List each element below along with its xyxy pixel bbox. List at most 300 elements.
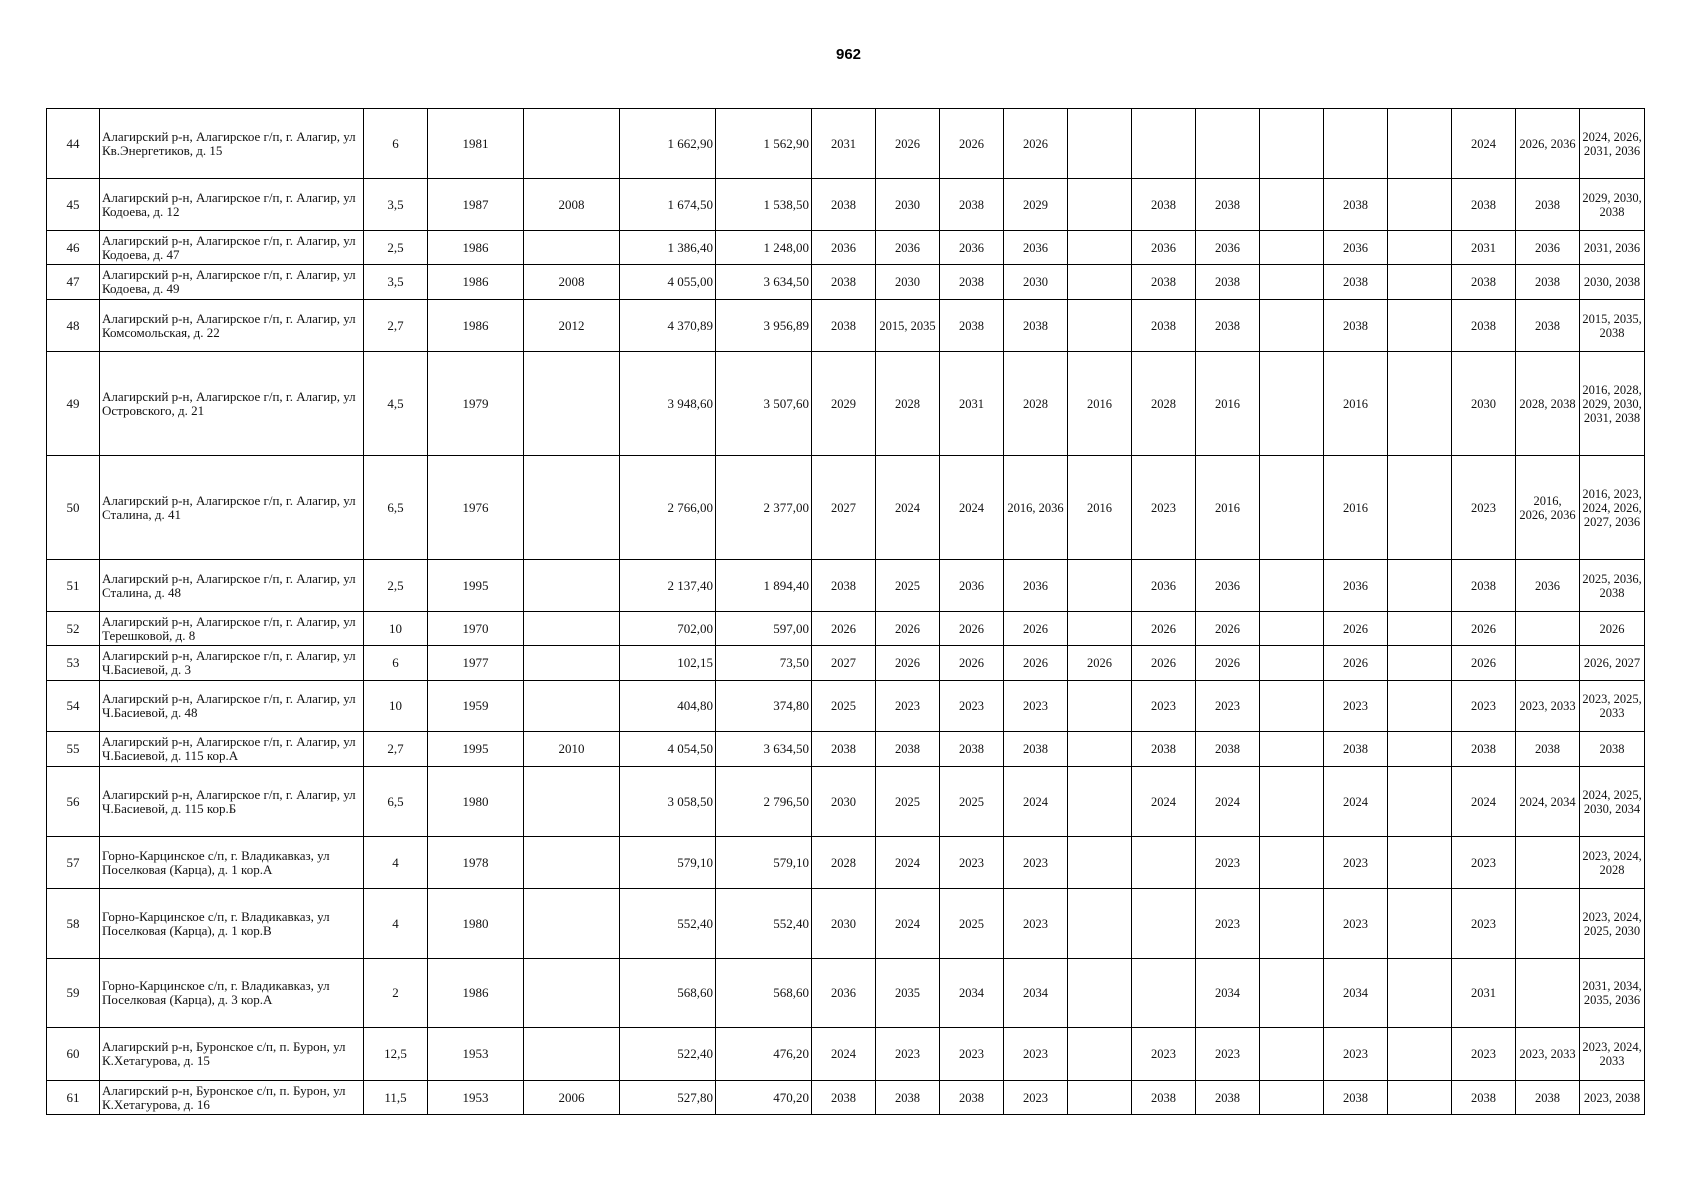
year-cell: 2025 <box>940 767 1004 837</box>
year-cell: 2028 <box>1132 352 1196 456</box>
year-built-cell: 1953 <box>428 1028 524 1081</box>
year-cell: 2025 <box>940 889 1004 959</box>
living-area-cell: 2 377,00 <box>716 456 812 560</box>
year-built-cell: 1977 <box>428 646 524 681</box>
floors-cell: 12,5 <box>364 1028 428 1081</box>
year-cell <box>1388 300 1452 352</box>
year-cell: 2031 <box>812 109 876 179</box>
year-renovated-cell <box>524 681 620 732</box>
year-cell: 2038 <box>1324 179 1388 231</box>
year-cell <box>1388 732 1452 767</box>
table-row <box>47 681 1645 732</box>
year-built-cell: 1995 <box>428 732 524 767</box>
year-cell <box>1068 681 1132 732</box>
year-cell <box>1388 265 1452 300</box>
year-built-cell: 1986 <box>428 300 524 352</box>
year-cell <box>1260 109 1324 179</box>
year-renovated-cell <box>524 889 620 959</box>
year-cell: 2038 <box>812 300 876 352</box>
table-row <box>47 767 1645 837</box>
living-area-cell: 2 796,50 <box>716 767 812 837</box>
year-cell: 2038 <box>940 1081 1004 1115</box>
year-cell: 2016, 2026, 2036 <box>1516 456 1580 560</box>
year-cell: 2023 <box>1452 681 1516 732</box>
year-cell: 2023 <box>876 681 940 732</box>
year-renovated-cell: 2008 <box>524 265 620 300</box>
year-cell: 2038 <box>812 179 876 231</box>
year-cell: 2026, 2036 <box>1516 109 1580 179</box>
floors-cell: 2,7 <box>364 300 428 352</box>
living-area-cell: 476,20 <box>716 1028 812 1081</box>
floors-cell: 6,5 <box>364 456 428 560</box>
year-cell: 2023 <box>1452 837 1516 889</box>
total-area-cell: 1 674,50 <box>620 179 716 231</box>
year-cell: 2015, 2035, 2038 <box>1580 300 1645 352</box>
year-cell <box>1260 456 1324 560</box>
year-renovated-cell: 2010 <box>524 732 620 767</box>
living-area-cell: 3 634,50 <box>716 265 812 300</box>
year-cell <box>1260 1028 1324 1081</box>
total-area-cell: 568,60 <box>620 959 716 1028</box>
row-number: 47 <box>47 265 100 300</box>
table-row <box>47 1081 1645 1115</box>
year-cell <box>1068 231 1132 265</box>
table-row <box>47 300 1645 352</box>
year-cell: 2023, 2024, 2025, 2030 <box>1580 889 1645 959</box>
floors-cell: 3,5 <box>364 179 428 231</box>
year-cell <box>1388 1081 1452 1115</box>
year-cell: 2038 <box>812 1081 876 1115</box>
row-number: 54 <box>47 681 100 732</box>
floors-cell: 11,5 <box>364 1081 428 1115</box>
year-cell: 2026 <box>1452 646 1516 681</box>
year-built-cell: 1976 <box>428 456 524 560</box>
year-cell: 2016 <box>1068 456 1132 560</box>
year-cell: 2038 <box>1516 179 1580 231</box>
row-number: 51 <box>47 560 100 612</box>
year-cell <box>1068 959 1132 1028</box>
year-cell: 2025 <box>876 767 940 837</box>
address-cell: Алагирский р-н, Алагирское г/п, г. Алагир, ул Сталина, д. 41 <box>100 456 364 560</box>
row-number: 56 <box>47 767 100 837</box>
total-area-cell: 404,80 <box>620 681 716 732</box>
year-cell <box>1068 265 1132 300</box>
year-cell: 2024 <box>1324 767 1388 837</box>
year-renovated-cell <box>524 612 620 646</box>
year-cell: 2016 <box>1068 352 1132 456</box>
row-number: 45 <box>47 179 100 231</box>
total-area-cell: 579,10 <box>620 837 716 889</box>
year-cell <box>1260 1081 1324 1115</box>
year-built-cell: 1986 <box>428 231 524 265</box>
year-cell: 2030 <box>876 179 940 231</box>
year-cell: 2016, 2023, 2024, 2026, 2027, 2036 <box>1580 456 1645 560</box>
living-area-cell: 568,60 <box>716 959 812 1028</box>
floors-cell: 10 <box>364 681 428 732</box>
living-area-cell: 1 894,40 <box>716 560 812 612</box>
year-cell: 2038 <box>1196 732 1260 767</box>
living-area-cell: 3 634,50 <box>716 732 812 767</box>
year-cell: 2023 <box>1196 1028 1260 1081</box>
year-cell: 2024 <box>1452 109 1516 179</box>
year-cell: 2023, 2033 <box>1516 1028 1580 1081</box>
address-cell: Алагирский р-н, Буронское с/п, п. Бурон, ул К.Хетагурова, д. 15 <box>100 1028 364 1081</box>
year-cell: 2023 <box>1324 681 1388 732</box>
year-cell: 2038 <box>876 1081 940 1115</box>
address-cell: Алагирский р-н, Алагирское г/п, г. Алагир, ул Островского, д. 21 <box>100 352 364 456</box>
total-area-cell: 527,80 <box>620 1081 716 1115</box>
year-cell: 2031 <box>1452 959 1516 1028</box>
year-cell: 2036 <box>1324 231 1388 265</box>
year-cell: 2028 <box>1004 352 1068 456</box>
floors-cell: 4 <box>364 889 428 959</box>
total-area-cell: 2 137,40 <box>620 560 716 612</box>
table-row <box>47 265 1645 300</box>
table-row <box>47 612 1645 646</box>
year-cell <box>1260 612 1324 646</box>
total-area-cell: 102,15 <box>620 646 716 681</box>
year-cell <box>1068 300 1132 352</box>
year-cell <box>1388 612 1452 646</box>
address-cell: Алагирский р-н, Алагирское г/п, г. Алагир, ул Ч.Басиевой, д. 115 кор.А <box>100 732 364 767</box>
row-number: 44 <box>47 109 100 179</box>
living-area-cell: 3 507,60 <box>716 352 812 456</box>
year-cell: 2029, 2030, 2038 <box>1580 179 1645 231</box>
living-area-cell: 597,00 <box>716 612 812 646</box>
total-area-cell: 702,00 <box>620 612 716 646</box>
floors-cell: 6 <box>364 109 428 179</box>
year-renovated-cell <box>524 109 620 179</box>
floors-cell: 3,5 <box>364 265 428 300</box>
year-built-cell: 1980 <box>428 889 524 959</box>
table-row <box>47 1028 1645 1081</box>
year-cell: 2038 <box>1004 300 1068 352</box>
year-cell: 2038 <box>1196 265 1260 300</box>
year-cell <box>1388 837 1452 889</box>
total-area-cell: 552,40 <box>620 889 716 959</box>
year-cell: 2025, 2036, 2038 <box>1580 560 1645 612</box>
year-cell: 2016 <box>1196 352 1260 456</box>
year-cell <box>1196 109 1260 179</box>
year-cell: 2036 <box>1516 560 1580 612</box>
year-cell: 2031 <box>1452 231 1516 265</box>
year-cell <box>1516 646 1580 681</box>
year-cell <box>1068 889 1132 959</box>
year-cell <box>1132 959 1196 1028</box>
total-area-cell: 1 662,90 <box>620 109 716 179</box>
year-cell: 2023 <box>1004 889 1068 959</box>
year-renovated-cell <box>524 231 620 265</box>
year-cell <box>1132 837 1196 889</box>
year-built-cell: 1986 <box>428 265 524 300</box>
year-cell: 2026 <box>940 109 1004 179</box>
year-cell: 2023 <box>940 837 1004 889</box>
living-area-cell: 3 956,89 <box>716 300 812 352</box>
year-renovated-cell <box>524 352 620 456</box>
year-cell: 2023, 2024, 2033 <box>1580 1028 1645 1081</box>
year-cell: 2023 <box>1324 889 1388 959</box>
year-cell: 2028 <box>876 352 940 456</box>
year-cell: 2026 <box>876 109 940 179</box>
year-cell: 2036 <box>1196 231 1260 265</box>
year-cell <box>1068 732 1132 767</box>
year-cell: 2036 <box>1132 231 1196 265</box>
year-cell: 2026 <box>1196 612 1260 646</box>
table-row <box>47 456 1645 560</box>
year-renovated-cell <box>524 456 620 560</box>
year-cell: 2016 <box>1324 352 1388 456</box>
table-row <box>47 732 1645 767</box>
row-number: 52 <box>47 612 100 646</box>
living-area-cell: 579,10 <box>716 837 812 889</box>
year-built-cell: 1959 <box>428 681 524 732</box>
year-cell: 2036 <box>1516 231 1580 265</box>
year-cell: 2023 <box>940 681 1004 732</box>
year-cell: 2029 <box>1004 179 1068 231</box>
total-area-cell: 4 054,50 <box>620 732 716 767</box>
total-area-cell: 2 766,00 <box>620 456 716 560</box>
floors-cell: 2,5 <box>364 231 428 265</box>
year-cell: 2023, 2038 <box>1580 1081 1645 1115</box>
year-cell: 2023 <box>1132 456 1196 560</box>
year-cell: 2024 <box>876 889 940 959</box>
year-cell <box>1516 959 1580 1028</box>
year-cell: 2023 <box>940 1028 1004 1081</box>
address-cell: Алагирский р-н, Алагирское г/п, г. Алагир, ул Кодоева, д. 47 <box>100 231 364 265</box>
year-cell: 2016, 2036 <box>1004 456 1068 560</box>
year-cell: 2038 <box>1580 732 1645 767</box>
year-cell: 2038 <box>1324 732 1388 767</box>
address-cell: Алагирский р-н, Алагирское г/п, г. Алагир, ул Ч.Басиевой, д. 3 <box>100 646 364 681</box>
year-cell: 2038 <box>1132 300 1196 352</box>
year-cell <box>1388 1028 1452 1081</box>
floors-cell: 2,7 <box>364 732 428 767</box>
row-number: 49 <box>47 352 100 456</box>
address-cell: Горно-Карцинское с/п, г. Владикавказ, ул Поселковая (Карца), д. 1 кор.А <box>100 837 364 889</box>
year-cell: 2023 <box>1132 681 1196 732</box>
year-cell <box>1388 767 1452 837</box>
row-number: 48 <box>47 300 100 352</box>
table-row <box>47 560 1645 612</box>
year-cell: 2026 <box>812 612 876 646</box>
row-number: 55 <box>47 732 100 767</box>
year-built-cell: 1979 <box>428 352 524 456</box>
year-cell <box>1068 560 1132 612</box>
year-cell <box>1260 179 1324 231</box>
year-cell: 2038 <box>940 300 1004 352</box>
total-area-cell: 1 386,40 <box>620 231 716 265</box>
year-cell: 2030 <box>812 767 876 837</box>
year-cell <box>1388 179 1452 231</box>
year-cell: 2023 <box>1004 681 1068 732</box>
year-cell <box>1388 646 1452 681</box>
year-cell: 2038 <box>1132 732 1196 767</box>
living-area-cell: 552,40 <box>716 889 812 959</box>
year-cell: 2027 <box>812 456 876 560</box>
year-cell: 2016, 2028, 2029, 2030, 2031, 2038 <box>1580 352 1645 456</box>
floors-cell: 10 <box>364 612 428 646</box>
year-cell <box>1068 1028 1132 1081</box>
address-cell: Алагирский р-н, Алагирское г/п, г. Алагир, ул Терешковой, д. 8 <box>100 612 364 646</box>
floors-cell: 6 <box>364 646 428 681</box>
table-row <box>47 231 1645 265</box>
year-cell <box>1260 732 1324 767</box>
table-row <box>47 109 1645 179</box>
floors-cell: 2 <box>364 959 428 1028</box>
address-cell: Алагирский р-н, Алагирское г/п, г. Алагир, ул Кв.Энергетиков, д. 15 <box>100 109 364 179</box>
living-area-cell: 73,50 <box>716 646 812 681</box>
year-cell: 2025 <box>876 560 940 612</box>
row-number: 57 <box>47 837 100 889</box>
living-area-cell: 1 538,50 <box>716 179 812 231</box>
year-cell <box>1388 352 1452 456</box>
year-cell: 2023 <box>1196 889 1260 959</box>
year-cell: 2036 <box>1324 560 1388 612</box>
year-cell: 2024 <box>940 456 1004 560</box>
year-cell: 2025 <box>812 681 876 732</box>
total-area-cell: 4 370,89 <box>620 300 716 352</box>
year-cell: 2026 <box>1004 109 1068 179</box>
year-renovated-cell <box>524 1028 620 1081</box>
year-cell: 2034 <box>940 959 1004 1028</box>
year-built-cell: 1970 <box>428 612 524 646</box>
year-cell: 2038 <box>1196 179 1260 231</box>
year-cell: 2036 <box>940 231 1004 265</box>
year-built-cell: 1978 <box>428 837 524 889</box>
year-cell: 2023 <box>1452 889 1516 959</box>
floors-cell: 6,5 <box>364 767 428 837</box>
year-cell: 2038 <box>1004 732 1068 767</box>
year-cell: 2023 <box>1004 837 1068 889</box>
year-cell: 2024 <box>876 456 940 560</box>
year-cell <box>1068 179 1132 231</box>
year-cell: 2028 <box>812 837 876 889</box>
row-number: 50 <box>47 456 100 560</box>
year-renovated-cell <box>524 837 620 889</box>
year-cell: 2016 <box>1196 456 1260 560</box>
year-cell <box>1388 560 1452 612</box>
year-renovated-cell <box>524 959 620 1028</box>
year-cell: 2038 <box>1196 1081 1260 1115</box>
year-cell <box>1324 109 1388 179</box>
floors-cell: 4 <box>364 837 428 889</box>
year-cell <box>1516 889 1580 959</box>
year-cell: 2038 <box>1452 560 1516 612</box>
page-number: 962 <box>835 46 862 63</box>
year-cell: 2024, 2026, 2031, 2036 <box>1580 109 1645 179</box>
row-number: 61 <box>47 1081 100 1115</box>
year-cell: 2031, 2036 <box>1580 231 1645 265</box>
year-cell: 2038 <box>812 265 876 300</box>
row-number: 60 <box>47 1028 100 1081</box>
address-cell: Алагирский р-н, Алагирское г/п, г. Алагир, ул Комсомольская, д. 22 <box>100 300 364 352</box>
year-cell: 2031, 2034, 2035, 2036 <box>1580 959 1645 1028</box>
year-renovated-cell: 2008 <box>524 179 620 231</box>
year-cell: 2030 <box>812 889 876 959</box>
year-built-cell: 1981 <box>428 109 524 179</box>
year-cell: 2038 <box>1452 265 1516 300</box>
year-cell: 2026 <box>1580 612 1645 646</box>
year-cell <box>1516 837 1580 889</box>
year-cell <box>1260 300 1324 352</box>
year-cell: 2023 <box>1004 1081 1068 1115</box>
year-cell: 2035 <box>876 959 940 1028</box>
living-area-cell: 374,80 <box>716 681 812 732</box>
year-renovated-cell <box>524 767 620 837</box>
address-cell: Горно-Карцинское с/п, г. Владикавказ, ул Поселковая (Карца), д. 3 кор.А <box>100 959 364 1028</box>
year-cell: 2034 <box>1004 959 1068 1028</box>
year-cell <box>1260 837 1324 889</box>
address-cell: Алагирский р-н, Алагирское г/п, г. Алагир, ул Ч.Басиевой, д. 48 <box>100 681 364 732</box>
year-built-cell: 1980 <box>428 767 524 837</box>
year-cell: 2023 <box>1452 1028 1516 1081</box>
year-cell: 2026 <box>1068 646 1132 681</box>
table-row <box>47 837 1645 889</box>
year-cell: 2016 <box>1324 456 1388 560</box>
year-cell: 2024 <box>1004 767 1068 837</box>
year-cell <box>1388 959 1452 1028</box>
year-cell <box>1260 681 1324 732</box>
year-cell: 2015, 2035 <box>876 300 940 352</box>
year-cell: 2030 <box>876 265 940 300</box>
total-area-cell: 4 055,00 <box>620 265 716 300</box>
year-built-cell: 1986 <box>428 959 524 1028</box>
year-cell: 2026 <box>1132 646 1196 681</box>
year-cell: 2036 <box>876 231 940 265</box>
year-cell <box>1516 612 1580 646</box>
year-cell: 2023 <box>1452 456 1516 560</box>
year-cell: 2026 <box>876 646 940 681</box>
year-cell <box>1388 231 1452 265</box>
total-area-cell: 3 948,60 <box>620 352 716 456</box>
year-built-cell: 1987 <box>428 179 524 231</box>
table-row <box>47 646 1645 681</box>
year-cell: 2038 <box>876 732 940 767</box>
year-renovated-cell <box>524 646 620 681</box>
address-cell: Алагирский р-н, Алагирское г/п, г. Алагир, ул Кодоева, д. 49 <box>100 265 364 300</box>
year-cell: 2024, 2025, 2030, 2034 <box>1580 767 1645 837</box>
year-cell: 2026 <box>876 612 940 646</box>
year-cell <box>1132 109 1196 179</box>
year-cell: 2026, 2027 <box>1580 646 1645 681</box>
year-cell <box>1388 109 1452 179</box>
year-cell: 2038 <box>1132 1081 1196 1115</box>
year-cell: 2036 <box>812 231 876 265</box>
total-area-cell: 3 058,50 <box>620 767 716 837</box>
year-cell: 2038 <box>1516 265 1580 300</box>
year-cell: 2038 <box>1132 265 1196 300</box>
housing-registry-table <box>46 108 1645 1115</box>
year-cell: 2036 <box>812 959 876 1028</box>
year-cell: 2026 <box>1196 646 1260 681</box>
year-cell: 2026 <box>940 612 1004 646</box>
year-cell: 2024 <box>1452 767 1516 837</box>
year-cell: 2038 <box>1452 300 1516 352</box>
year-cell: 2026 <box>1452 612 1516 646</box>
living-area-cell: 1 562,90 <box>716 109 812 179</box>
year-cell: 2038 <box>940 265 1004 300</box>
row-number: 59 <box>47 959 100 1028</box>
year-cell: 2038 <box>1324 300 1388 352</box>
year-built-cell: 1995 <box>428 560 524 612</box>
year-cell: 2038 <box>1452 732 1516 767</box>
year-cell: 2038 <box>940 732 1004 767</box>
year-cell: 2026 <box>1132 612 1196 646</box>
year-cell: 2038 <box>1516 300 1580 352</box>
table-row <box>47 179 1645 231</box>
year-cell: 2023 <box>1196 837 1260 889</box>
year-cell: 2036 <box>1196 560 1260 612</box>
